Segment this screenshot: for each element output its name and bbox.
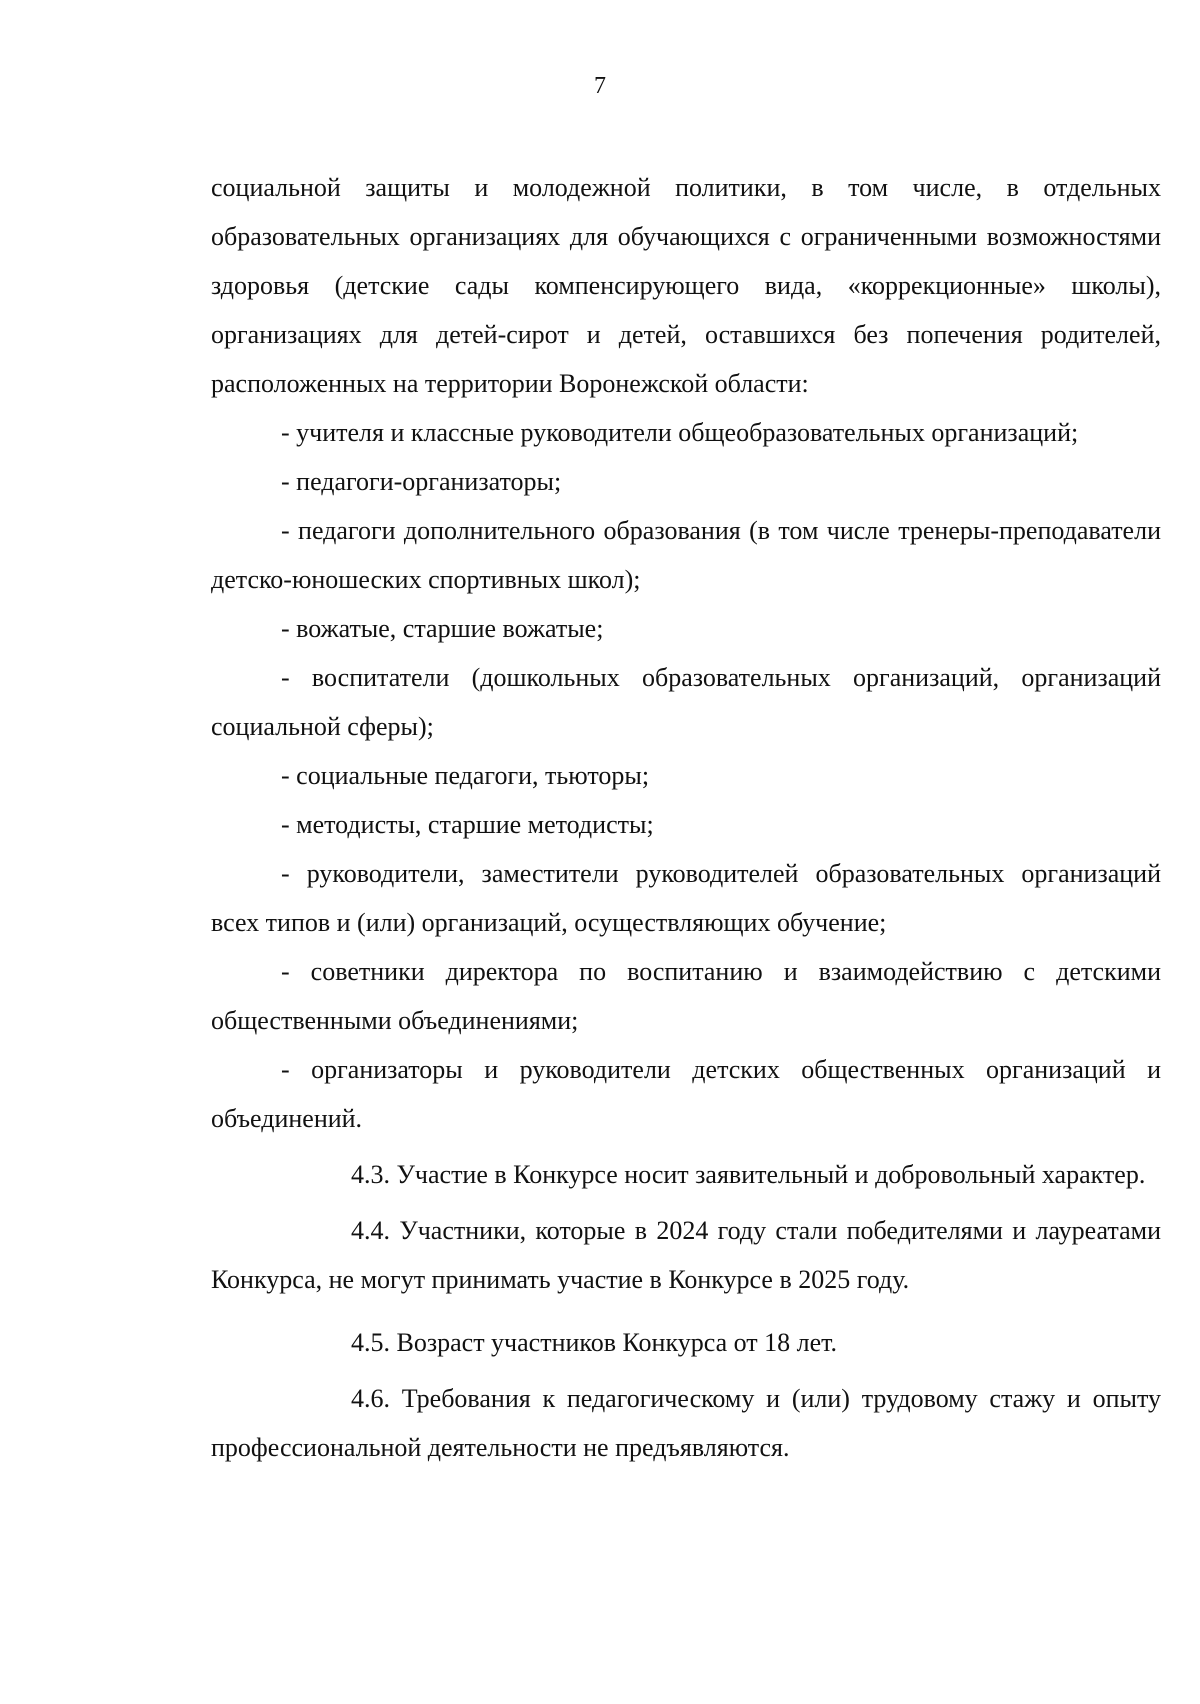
list-item-public-org-leaders: - организаторы и руководители детских общественных организаций и объединений. <box>211 1055 1161 1133</box>
list-item-methodologists: - методисты, старшие методисты; <box>281 810 654 839</box>
document-body <box>211 163 1161 1472</box>
list-item-organizers: - педагоги-организаторы; <box>281 467 562 496</box>
clause-4-5 <box>211 1318 1161 1367</box>
clause-4-6 <box>211 1374 1161 1472</box>
clause-text: Требования к педагогическому и (или) трудовому стажу и опыту профессиональной деятельности не предъявляются. <box>211 1384 1161 1462</box>
list-item-educators: - воспитатели (дошкольных образовательных организаций, организаций социальной сферы); <box>211 663 1161 741</box>
list-item-additional-education: - педагоги дополнительного образования (в том числе тренеры-преподаватели детско-юношеских спортивных школ); <box>211 516 1161 594</box>
clause-4-4 <box>211 1206 1161 1304</box>
clause-number: 4.5. <box>351 1328 390 1357</box>
clause-text: Участие в Конкурсе носит заявительный и добровольный характер. <box>396 1160 1146 1189</box>
clause-number: 4.4. <box>351 1216 390 1245</box>
clause-number: 4.3. <box>351 1160 390 1189</box>
list-item-advisors: - советники директора по воспитанию и взаимодействию с детскими общественными объединениями; <box>211 957 1161 1035</box>
clause-text: Участники, которые в 2024 году стали победителями и лауреатами Конкурса, не могут принимать участие в Конкурсе в 2025 году. <box>211 1216 1161 1294</box>
list-item-counselors: - вожатые, старшие вожатые; <box>281 614 604 643</box>
list-item-heads: - руководители, заместители руководителей образовательных организаций всех типов и (или) организаций, осуществляющих обучение; <box>211 859 1161 937</box>
clause-number: 4.6. <box>351 1384 390 1413</box>
clause-4-3 <box>211 1150 1161 1199</box>
list-item-teachers: - учителя и классные руководители общеобразовательных организаций; <box>281 418 1079 447</box>
page-number: 7 <box>594 73 606 99</box>
list-item-social-pedagogues: - социальные педагоги, тьюторы; <box>281 761 650 790</box>
clause-text: Возраст участников Конкурса от 18 лет. <box>396 1328 838 1357</box>
intro-paragraph: социальной защиты и молодежной политики, в том числе, в отдельных образовательных организациях для обучающихся с ограниченными возможностями здоровья (детские сады компенсирующего вида, «коррекционные» школы), организациях для детей-сирот и детей, оставшихся без попечения родителей, расположенных на территории Воронежской области: <box>211 173 1161 398</box>
